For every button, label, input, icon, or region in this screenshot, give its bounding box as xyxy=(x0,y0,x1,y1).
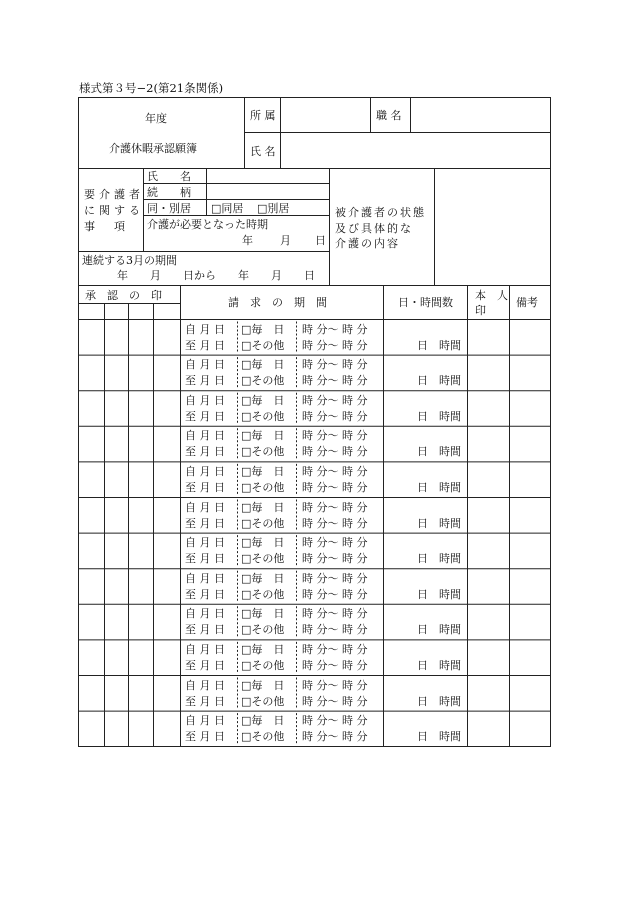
time-range-from: 時 分〜 時 分 xyxy=(302,464,368,478)
other-option[interactable]: □その他 xyxy=(241,445,285,459)
time-range-to: 時 分〜 時 分 xyxy=(302,694,368,708)
time-range-to: 時 分〜 時 分 xyxy=(302,445,368,459)
days-hours-value: 日 時間 xyxy=(417,730,461,744)
name-label: 氏 名 xyxy=(250,145,276,158)
other-option[interactable]: □その他 xyxy=(241,480,285,494)
days-hours-value: 日 時間 xyxy=(417,409,461,423)
time-range-to: 時 分〜 時 分 xyxy=(302,338,368,352)
daily-option[interactable]: □毎 日 xyxy=(241,571,285,585)
care-needed-label: 介護が必要となった時期 xyxy=(147,218,268,231)
days-hours-value: 日 時間 xyxy=(417,445,461,459)
time-range-to: 時 分〜 時 分 xyxy=(302,516,368,530)
condition-field[interactable] xyxy=(436,170,549,284)
to-date-label: 至 月 日 xyxy=(185,658,225,672)
daily-option[interactable]: □毎 日 xyxy=(241,322,285,336)
care-section-label-3: 事 項 xyxy=(84,220,129,233)
time-range-from: 時 分〜 時 分 xyxy=(302,678,368,692)
other-option[interactable]: □その他 xyxy=(241,409,285,423)
time-range-from: 時 分〜 時 分 xyxy=(302,536,368,550)
from-date-label: 自 月 日 xyxy=(185,393,225,407)
from-date-label: 自 月 日 xyxy=(185,322,225,336)
other-option[interactable]: □その他 xyxy=(241,623,285,637)
daily-option[interactable]: □毎 日 xyxy=(241,393,285,407)
register-title: 介護休暇承認願簿 xyxy=(109,142,197,155)
care-needed-month: 月 xyxy=(280,234,291,247)
care-needed-day: 日 xyxy=(315,234,326,247)
care-section-label-2: に関する xyxy=(84,204,144,217)
affiliation-field[interactable] xyxy=(282,99,369,131)
days-hours-value: 日 時間 xyxy=(417,374,461,388)
time-range-to: 時 分〜 時 分 xyxy=(302,409,368,423)
days-hours-value: 日 時間 xyxy=(417,552,461,566)
time-range-from: 時 分〜 時 分 xyxy=(302,642,368,656)
position-label: 職 名 xyxy=(376,109,402,122)
condition-label-1: 被介護者の状態 xyxy=(335,206,426,219)
approval-stamp-header: 承 認 の 印 xyxy=(85,289,162,302)
from-date-label: 自 月 日 xyxy=(185,714,225,728)
other-option[interactable]: □その他 xyxy=(241,587,285,601)
days-hours-value: 日 時間 xyxy=(417,587,461,601)
from-date-label: 自 月 日 xyxy=(185,464,225,478)
from-date-label: 自 月 日 xyxy=(185,536,225,550)
time-range-from: 時 分〜 時 分 xyxy=(302,358,368,372)
from-date-label: 自 月 日 xyxy=(185,358,225,372)
time-range-to: 時 分〜 時 分 xyxy=(302,480,368,494)
time-range-to: 時 分〜 時 分 xyxy=(302,374,368,388)
time-range-from: 時 分〜 時 分 xyxy=(302,322,368,336)
relationship-label: 続 柄 xyxy=(147,186,191,199)
from-date-label: 自 月 日 xyxy=(185,500,225,514)
name-field[interactable] xyxy=(282,134,549,167)
from-date-label: 自 月 日 xyxy=(185,678,225,692)
time-range-to: 時 分〜 時 分 xyxy=(302,552,368,566)
to-date-label: 至 月 日 xyxy=(185,552,225,566)
time-range-to: 時 分〜 時 分 xyxy=(302,658,368,672)
days-hours-value: 日 時間 xyxy=(417,338,461,352)
other-option[interactable]: □その他 xyxy=(241,658,285,672)
daily-option[interactable]: □毎 日 xyxy=(241,464,285,478)
time-range-from: 時 分〜 時 分 xyxy=(302,714,368,728)
other-option[interactable]: □その他 xyxy=(241,374,285,388)
other-option[interactable]: □その他 xyxy=(241,516,285,530)
to-date-label: 至 月 日 xyxy=(185,587,225,601)
time-range-from: 時 分〜 時 分 xyxy=(302,571,368,585)
to-date-label: 至 月 日 xyxy=(185,694,225,708)
other-option[interactable]: □その他 xyxy=(241,694,285,708)
other-option[interactable]: □その他 xyxy=(241,338,285,352)
daily-option[interactable]: □毎 日 xyxy=(241,429,285,443)
residence-option-together[interactable]: □同居 xyxy=(211,202,244,215)
daily-option[interactable]: □毎 日 xyxy=(241,714,285,728)
time-range-to: 時 分〜 時 分 xyxy=(302,623,368,637)
residence-label: 同・別居 xyxy=(147,202,191,215)
days-hours-value: 日 時間 xyxy=(417,658,461,672)
to-date-label: 至 月 日 xyxy=(185,730,225,744)
time-range-from: 時 分〜 時 分 xyxy=(302,429,368,443)
from-date-label: 自 月 日 xyxy=(185,642,225,656)
time-range-from: 時 分〜 時 分 xyxy=(302,500,368,514)
days-hours-value: 日 時間 xyxy=(417,623,461,637)
time-range-from: 時 分〜 時 分 xyxy=(302,607,368,621)
to-date-label: 至 月 日 xyxy=(185,338,225,352)
condition-label-3: 介護の内容 xyxy=(335,237,400,250)
continuous-period-line: 年 月 日から 年 月 日 xyxy=(117,269,315,282)
care-needed-year: 年 xyxy=(242,234,253,247)
form-number: 様式第３号−2(第21条関係) xyxy=(79,81,224,95)
other-option[interactable]: □その他 xyxy=(241,730,285,744)
from-date-label: 自 月 日 xyxy=(185,571,225,585)
daily-option[interactable]: □毎 日 xyxy=(241,678,285,692)
daily-option[interactable]: □毎 日 xyxy=(241,536,285,550)
days-hours-header: 日・時間数 xyxy=(398,296,453,309)
position-field[interactable] xyxy=(412,99,549,131)
to-date-label: 至 月 日 xyxy=(185,623,225,637)
to-date-label: 至 月 日 xyxy=(185,374,225,388)
days-hours-value: 日 時間 xyxy=(417,480,461,494)
to-date-label: 至 月 日 xyxy=(185,445,225,459)
to-date-label: 至 月 日 xyxy=(185,409,225,423)
residence-option-separate[interactable]: □別居 xyxy=(257,202,290,215)
remarks-header: 備考 xyxy=(516,296,538,309)
affiliation-label: 所 属 xyxy=(250,109,276,122)
relationship-field[interactable] xyxy=(208,185,328,198)
recipient-name-label: 氏 名 xyxy=(147,170,191,183)
days-hours-value: 日 時間 xyxy=(417,694,461,708)
request-period-header: 請 求 の 期 間 xyxy=(228,296,327,309)
time-range-to: 時 分〜 時 分 xyxy=(302,587,368,601)
to-date-label: 至 月 日 xyxy=(185,480,225,494)
days-hours-value: 日 時間 xyxy=(417,516,461,530)
self-stamp-header-1: 本 人 xyxy=(475,289,508,302)
to-date-label: 至 月 日 xyxy=(185,516,225,530)
other-option[interactable]: □その他 xyxy=(241,552,285,566)
daily-option[interactable]: □毎 日 xyxy=(241,642,285,656)
time-range-to: 時 分〜 時 分 xyxy=(302,730,368,744)
time-range-from: 時 分〜 時 分 xyxy=(302,393,368,407)
self-stamp-header-2: 印 xyxy=(475,304,486,317)
from-date-label: 自 月 日 xyxy=(185,607,225,621)
recipient-name-field[interactable] xyxy=(208,169,328,182)
condition-label-2: 及び具体的な xyxy=(335,222,413,235)
from-date-label: 自 月 日 xyxy=(185,429,225,443)
care-section-label-1: 要介護者 xyxy=(84,188,144,201)
daily-option[interactable]: □毎 日 xyxy=(241,358,285,372)
continuous-period-label: 連続する3月の期間 xyxy=(82,254,177,267)
year-label: 年度 xyxy=(145,112,167,125)
daily-option[interactable]: □毎 日 xyxy=(241,500,285,514)
daily-option[interactable]: □毎 日 xyxy=(241,607,285,621)
